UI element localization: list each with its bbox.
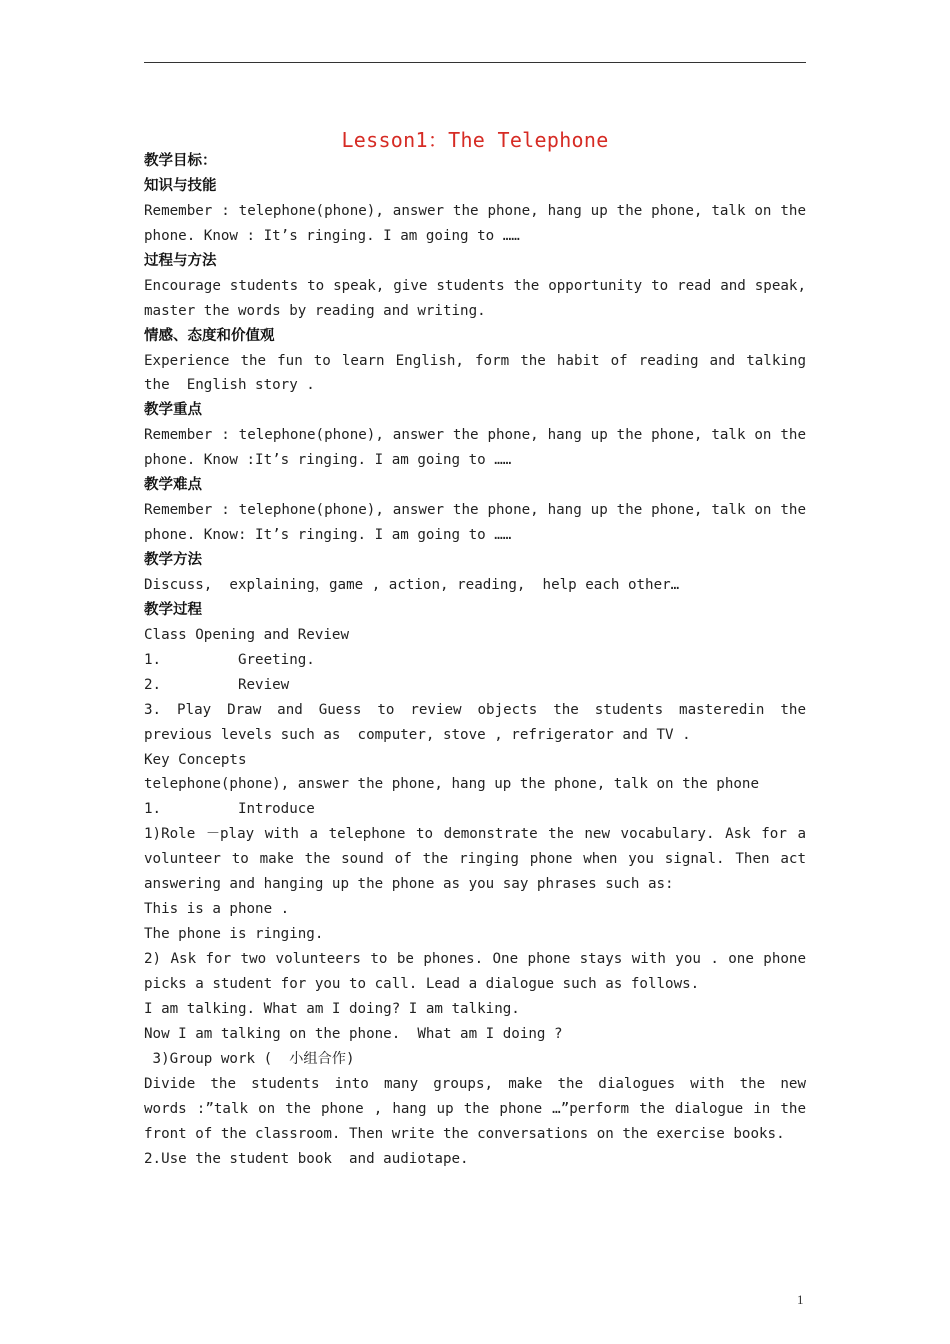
section-heading: 教学目标：: [144, 153, 217, 169]
body-line: This is a phone .: [144, 901, 290, 918]
body-line: volunteer to make the sound of the ringing phone when you signal. Then act: [144, 851, 806, 868]
body-line: Discuss, explaining，game , action, reading, help each other…: [144, 576, 680, 593]
body-line: phone. Know: It’s ringing. I am going to ……: [144, 527, 512, 544]
body-line: 1. Greeting.: [144, 651, 315, 668]
body-line: Now I am talking on the phone. What am I doing ?: [144, 1025, 563, 1042]
body-line: master the words by reading and writing.: [144, 302, 486, 319]
body-line: Encourage students to speak, give students the opportunity to read and speak,: [144, 277, 806, 294]
document-title: Lesson1：The Telephone: [341, 128, 609, 152]
section-heading: 情感、态度和价值观: [144, 327, 275, 344]
body-line: answering and hanging up the phone as you say phrases such as:: [144, 876, 674, 893]
section-heading: 教学方法: [144, 552, 202, 568]
section-heading: 教学重点: [144, 402, 202, 419]
section-heading: 教学过程: [144, 601, 202, 618]
body-line: Class Opening and Review: [144, 626, 349, 643]
header-rule: [144, 62, 806, 63]
body-line: 1)Role －play with a telephone to demonstrate the new vocabulary. Ask for a: [144, 826, 806, 843]
body-line: Experience the fun to learn English, form the habit of reading and talking: [144, 352, 806, 369]
body-line: 3)Group work ( 小组合作): [144, 1050, 355, 1067]
section-heading: 知识与技能: [144, 177, 217, 194]
body-line: the English story .: [144, 377, 315, 394]
body-line: front of the classroom. Then write the conversations on the exercise books.: [144, 1125, 785, 1142]
body-line: 2.Use the student book and audiotape.: [144, 1150, 469, 1167]
body-line: 1. Introduce: [144, 801, 315, 818]
section-heading: 过程与方法: [144, 252, 217, 269]
page-number: 1: [797, 1292, 804, 1307]
body-line: Remember : telephone(phone), answer the phone, hang up the phone, talk on the: [144, 427, 806, 444]
body-line: Divide the students into many groups, make the dialogues with the new: [144, 1075, 806, 1092]
body-line: Remember : telephone(phone), answer the phone, hang up the phone, talk on the: [144, 202, 806, 219]
body-line: phone. Know :It’s ringing. I am going to ……: [144, 452, 512, 469]
body-line: telephone(phone), answer the phone, hang up the phone, talk on the phone: [144, 776, 759, 793]
document-body: [144, 149, 806, 1171]
body-line: 3. Play Draw and Guess to review objects the students masteredin the: [144, 701, 806, 718]
body-line: I am talking. What am I doing? I am talking.: [144, 1000, 520, 1017]
body-line: 2) Ask for two volunteers to be phones. One phone stays with you . one phone: [144, 951, 806, 967]
body-line: phone. Know : It’s ringing. I am going to ……: [144, 227, 520, 244]
body-line: Key Concepts: [144, 751, 247, 768]
body-line: 2. Review: [144, 676, 290, 693]
body-line: previous levels such as computer, stove , refrigerator and TV .: [144, 726, 691, 743]
body-line: Remember : telephone(phone), answer the phone, hang up the phone, talk on the: [144, 502, 806, 519]
body-line: The phone is ringing.: [144, 926, 324, 943]
section-heading: 教学难点: [144, 477, 202, 494]
body-line: picks a student for you to call. Lead a dialogue such as follows.: [144, 975, 700, 992]
body-line: words :”talk on the phone , hang up the phone …”perform the dialogue in the: [144, 1100, 806, 1117]
